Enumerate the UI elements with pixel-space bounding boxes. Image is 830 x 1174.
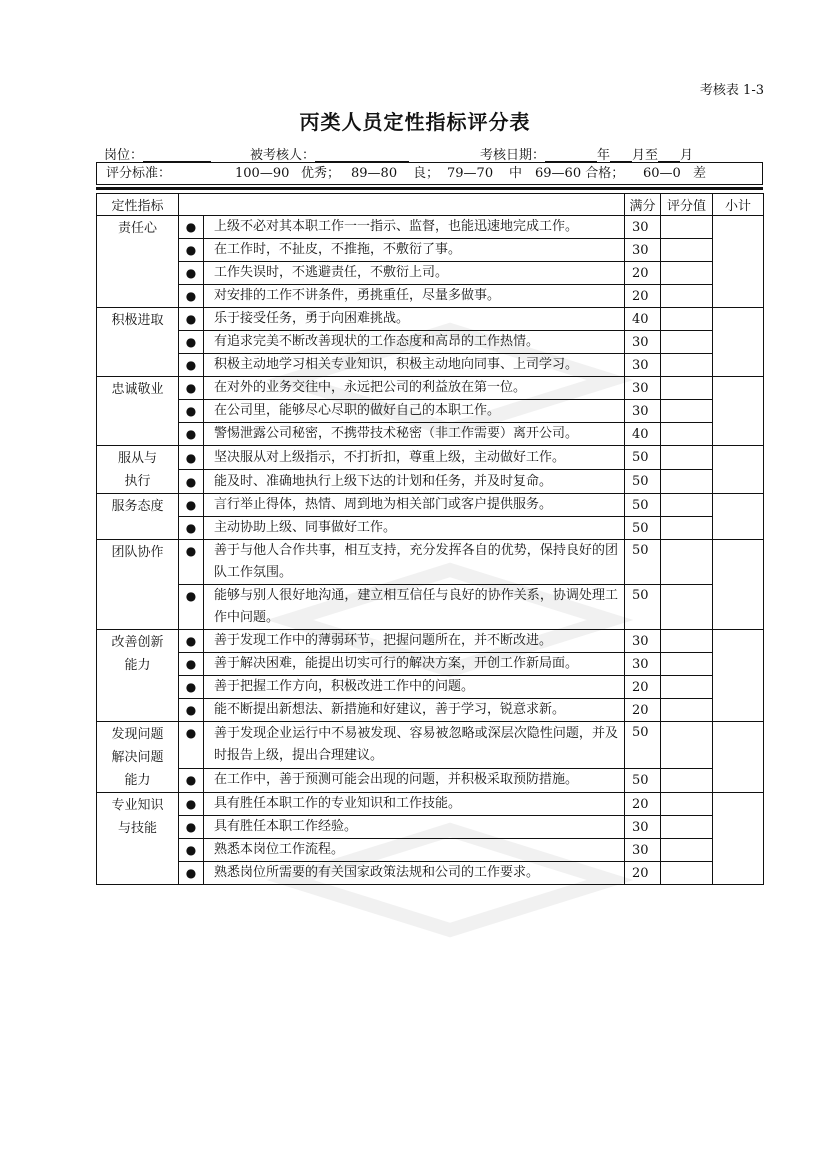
bullet-icon: ● xyxy=(179,400,204,423)
item-text: 言行举止得体，热情、周到地为相关部门或客户提供服务。 xyxy=(204,494,625,517)
category-cell xyxy=(97,540,179,630)
score-input-cell[interactable] xyxy=(661,423,713,446)
table-row xyxy=(97,377,764,400)
divider-thick xyxy=(96,187,763,190)
bullet-icon: ● xyxy=(179,699,204,722)
category-name: 团队协作 xyxy=(111,545,164,560)
form-code: 考核表 1-3 xyxy=(699,83,764,98)
item-text: 在工作时，不扯皮，不推拖，不敷衍了事。 xyxy=(204,239,625,262)
category-cell xyxy=(97,630,179,722)
year-blank[interactable] xyxy=(545,147,597,162)
poor-range: 60—0 xyxy=(643,166,681,181)
bullet-icon: ● xyxy=(179,517,204,540)
full-score-header: 满分 xyxy=(625,194,661,216)
full-score-cell: 30 xyxy=(625,216,661,239)
full-score-cell: 50 xyxy=(625,540,661,585)
item-text: 善于发现企业运行中不易被发现、容易被忽略或深层次隐性问题，并及时报告上级，提出合理建议。 xyxy=(204,722,625,769)
bullet-icon: ● xyxy=(179,540,204,585)
bullet-icon: ● xyxy=(179,793,204,816)
score-header: 评分值 xyxy=(661,194,713,216)
category-name: 发现问题 解决问题 能力 xyxy=(111,727,164,788)
score-input-cell[interactable] xyxy=(661,653,713,676)
table-row xyxy=(97,239,764,262)
score-input-cell[interactable] xyxy=(661,446,713,470)
item-text: 善于与他人合作共事，相互支持，充分发挥各自的优势，保持良好的团队工作氛围。 xyxy=(204,540,625,585)
position-blank[interactable] xyxy=(143,147,211,162)
table-row xyxy=(97,285,764,308)
item-text: 善于发现工作中的薄弱环节，把握问题所在，并不断改进。 xyxy=(204,630,625,653)
table-row xyxy=(97,630,764,653)
full-score-cell: 20 xyxy=(625,699,661,722)
table-row xyxy=(97,862,764,885)
full-score-cell: 40 xyxy=(625,308,661,331)
item-text: 在对外的业务交往中，永远把公司的利益放在第一位。 xyxy=(204,377,625,400)
bullet-icon: ● xyxy=(179,862,204,885)
score-input-cell[interactable] xyxy=(661,839,713,862)
score-input-cell[interactable] xyxy=(661,816,713,839)
full-score-cell: 20 xyxy=(625,862,661,885)
full-score-cell: 20 xyxy=(625,676,661,699)
excellent-label: 优秀； xyxy=(301,166,341,181)
table-row xyxy=(97,494,764,517)
position-label: 岗位： xyxy=(104,148,144,163)
subtotal-header: 小计 xyxy=(713,194,764,216)
bullet-icon: ● xyxy=(179,722,204,769)
full-score-cell: 50 xyxy=(625,494,661,517)
table-row xyxy=(97,653,764,676)
bullet-icon: ● xyxy=(179,285,204,308)
score-input-cell[interactable] xyxy=(661,400,713,423)
table-row xyxy=(97,517,764,540)
table-row xyxy=(97,470,764,494)
bullet-icon: ● xyxy=(179,262,204,285)
score-input-cell[interactable] xyxy=(661,768,713,792)
full-score-cell: 20 xyxy=(625,793,661,816)
table-row xyxy=(97,699,764,722)
table-row xyxy=(97,423,764,446)
subtotal-cell[interactable] xyxy=(713,494,764,540)
year-label: 年 xyxy=(597,148,611,163)
assessee-field xyxy=(250,144,409,163)
bullet-icon: ● xyxy=(179,816,204,839)
table-row xyxy=(97,331,764,354)
bullet-icon: ● xyxy=(179,308,204,331)
bullet-icon: ● xyxy=(179,354,204,377)
full-score-cell: 40 xyxy=(625,423,661,446)
bullet-icon: ● xyxy=(179,653,204,676)
item-text: 乐于接受任务，勇于向困难挑战。 xyxy=(204,308,625,331)
table-row xyxy=(97,400,764,423)
item-text: 在公司里，能够尽心尽职的做好自己的本职工作。 xyxy=(204,400,625,423)
item-text: 具有胜任本职工作的专业知识和工作技能。 xyxy=(204,793,625,816)
assessee-label: 被考核人： xyxy=(250,148,316,163)
score-input-cell[interactable] xyxy=(661,862,713,885)
score-input-cell[interactable] xyxy=(661,793,713,816)
category-cell xyxy=(97,494,179,540)
date-label: 考核日期： xyxy=(480,148,546,163)
subtotal-cell[interactable] xyxy=(713,793,764,885)
scoring-standard xyxy=(96,162,763,185)
category-name: 服务态度 xyxy=(111,499,164,514)
table-row xyxy=(97,354,764,377)
bullet-icon: ● xyxy=(179,630,204,653)
score-input-cell[interactable] xyxy=(661,331,713,354)
item-text: 工作失误时，不逃避责任，不敷衍上司。 xyxy=(204,262,625,285)
item-text: 警惕泄露公司秘密，不携带技术秘密（非工作需要）离开公司。 xyxy=(204,423,625,446)
full-score-cell: 30 xyxy=(625,839,661,862)
category-cell xyxy=(97,446,179,494)
month-from-blank[interactable] xyxy=(610,147,632,162)
standard-label: 评分标准： xyxy=(106,166,172,181)
full-score-cell: 30 xyxy=(625,377,661,400)
score-input-cell[interactable] xyxy=(661,308,713,331)
full-score-cell: 50 xyxy=(625,585,661,630)
full-score-cell: 50 xyxy=(625,446,661,470)
item-text: 能不断提出新想法、新措施和好建议，善于学习，锐意求新。 xyxy=(204,699,625,722)
score-input-cell[interactable] xyxy=(661,540,713,585)
table-row xyxy=(97,262,764,285)
score-input-cell[interactable] xyxy=(661,470,713,494)
score-input-cell[interactable] xyxy=(661,216,713,239)
score-input-cell[interactable] xyxy=(661,285,713,308)
category-cell xyxy=(97,722,179,793)
bullet-icon: ● xyxy=(179,470,204,494)
subtotal-cell[interactable] xyxy=(713,216,764,308)
full-score-cell: 50 xyxy=(625,722,661,769)
item-text: 在工作中，善于预测可能会出现的问题，并积极采取预防措施。 xyxy=(204,768,625,792)
score-input-cell[interactable] xyxy=(661,377,713,400)
full-score-cell: 30 xyxy=(625,239,661,262)
full-score-cell: 50 xyxy=(625,517,661,540)
evaluation-table xyxy=(96,193,764,885)
bullet-icon: ● xyxy=(179,676,204,699)
item-text: 善于把握工作方向，积极改进工作中的问题。 xyxy=(204,676,625,699)
item-text: 熟悉本岗位工作流程。 xyxy=(204,839,625,862)
table-header-row xyxy=(97,194,764,216)
poor-label: 差 xyxy=(693,166,707,181)
month-to-blank[interactable] xyxy=(658,147,680,162)
score-input-cell[interactable] xyxy=(661,262,713,285)
full-score-cell: 30 xyxy=(625,400,661,423)
category-name: 责任心 xyxy=(117,221,157,236)
item-text: 熟悉岗位所需要的有关国家政策法规和公司的工作要求。 xyxy=(204,862,625,885)
table-row xyxy=(97,768,764,792)
subtotal-cell[interactable] xyxy=(713,540,764,630)
score-input-cell[interactable] xyxy=(661,354,713,377)
full-score-cell: 20 xyxy=(625,262,661,285)
item-text: 主动协助上级、同事做好工作。 xyxy=(204,517,625,540)
full-score-cell: 30 xyxy=(625,331,661,354)
score-input-cell[interactable] xyxy=(661,585,713,630)
bullet-icon: ● xyxy=(179,239,204,262)
bullet-icon: ● xyxy=(179,377,204,400)
score-input-cell[interactable] xyxy=(661,630,713,653)
score-input-cell[interactable] xyxy=(661,676,713,699)
month-to-label: 月至 xyxy=(632,148,659,163)
full-score-cell: 30 xyxy=(625,630,661,653)
score-input-cell[interactable] xyxy=(661,239,713,262)
table-row xyxy=(97,446,764,470)
item-header xyxy=(179,194,625,216)
full-score-cell: 30 xyxy=(625,653,661,676)
bullet-icon: ● xyxy=(179,423,204,446)
item-text: 上级不必对其本职工作一一指示、监督，也能迅速地完成工作。 xyxy=(204,216,625,239)
table-row xyxy=(97,585,764,630)
item-text: 积极主动地学习相关专业知识，积极主动地向同事、上司学习。 xyxy=(204,354,625,377)
good-label: 良； xyxy=(413,166,440,181)
table-row xyxy=(97,308,764,331)
category-cell xyxy=(97,377,179,446)
bullet-icon: ● xyxy=(179,331,204,354)
bullet-icon: ● xyxy=(179,839,204,862)
full-score-cell: 30 xyxy=(625,816,661,839)
item-text: 具有胜任本职工作经验。 xyxy=(204,816,625,839)
score-input-cell[interactable] xyxy=(661,494,713,517)
date-field xyxy=(480,144,693,163)
item-text: 坚决服从对上级指示，不打折扣，尊重上级，主动做好工作。 xyxy=(204,446,625,470)
mid-label: 中 xyxy=(509,166,523,181)
good-range: 89—80 xyxy=(351,166,398,181)
excellent-range: 100—90 xyxy=(235,166,290,181)
subtotal-cell[interactable] xyxy=(713,446,764,494)
full-score-cell: 50 xyxy=(625,470,661,494)
score-input-cell[interactable] xyxy=(661,517,713,540)
category-cell xyxy=(97,216,179,308)
page-title: 丙类人员定性指标评分表 xyxy=(299,110,531,134)
bullet-icon: ● xyxy=(179,585,204,630)
table-row xyxy=(97,839,764,862)
item-text: 善于解决困难，能提出切实可行的解决方案，开创工作新局面。 xyxy=(204,653,625,676)
subtotal-cell[interactable] xyxy=(713,722,764,793)
table-row xyxy=(97,216,764,239)
category-name: 忠诚敬业 xyxy=(111,382,164,397)
score-input-cell[interactable] xyxy=(661,722,713,769)
category-cell xyxy=(97,793,179,885)
category-name: 专业知识 与技能 xyxy=(111,798,164,836)
item-text: 有追求完美不断改善现状的工作态度和高昂的工作热情。 xyxy=(204,331,625,354)
category-name: 服从与 执行 xyxy=(117,451,157,489)
category-name: 改善创新 能力 xyxy=(111,635,164,673)
table-row xyxy=(97,722,764,769)
category-name: 积极进取 xyxy=(111,313,164,328)
table-row xyxy=(97,540,764,585)
subtotal-cell[interactable] xyxy=(713,308,764,377)
item-text: 能够与别人很好地沟通，建立相互信任与良好的协作关系，协调处理工作中问题。 xyxy=(204,585,625,630)
full-score-cell: 30 xyxy=(625,354,661,377)
item-text: 能及时、准确地执行上级下达的计划和任务，并及时复命。 xyxy=(204,470,625,494)
bullet-icon: ● xyxy=(179,494,204,517)
position-field xyxy=(104,144,211,163)
full-score-cell: 50 xyxy=(625,768,661,792)
indicator-header: 定性指标 xyxy=(97,194,179,216)
table-row xyxy=(97,793,764,816)
month-label: 月 xyxy=(680,148,694,163)
bullet-icon: ● xyxy=(179,446,204,470)
bullet-icon: ● xyxy=(179,768,204,792)
table-row xyxy=(97,676,764,699)
score-input-cell[interactable] xyxy=(661,699,713,722)
bullet-icon: ● xyxy=(179,216,204,239)
mid-range: 79—70 xyxy=(447,166,494,181)
full-score-cell: 20 xyxy=(625,285,661,308)
subtotal-cell[interactable] xyxy=(713,630,764,722)
assessee-blank[interactable] xyxy=(315,147,409,162)
subtotal-cell[interactable] xyxy=(713,377,764,446)
category-cell xyxy=(97,308,179,377)
pass-range: 69—60 合格； xyxy=(535,166,625,181)
table-row xyxy=(97,816,764,839)
item-text: 对安排的工作不讲条件，勇挑重任，尽量多做事。 xyxy=(204,285,625,308)
